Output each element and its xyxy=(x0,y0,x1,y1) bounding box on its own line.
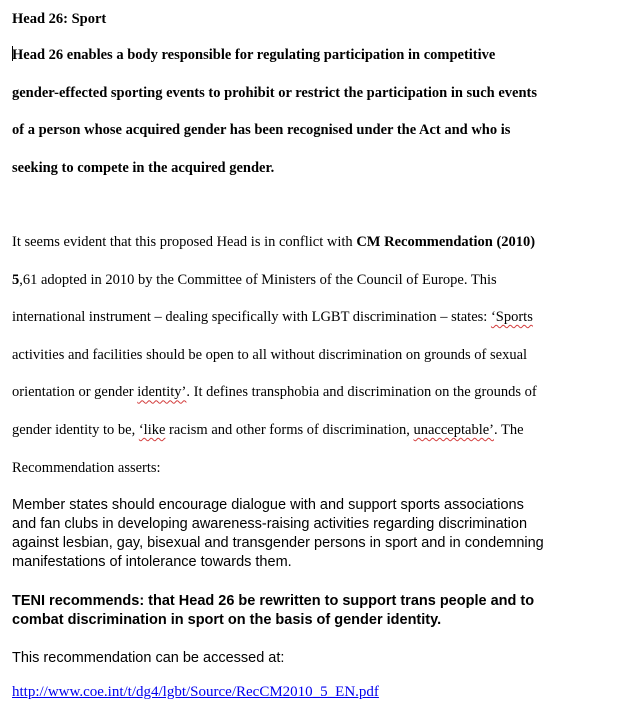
intro-line xyxy=(12,37,537,75)
body-text: international instrument – dealing specifically with LGBT discrimination – states: xyxy=(12,309,491,326)
intro-first-letter: H xyxy=(12,47,24,63)
quote-line: and fan clubs in developing awareness-raising activities regarding discrimination xyxy=(12,516,528,532)
body-paragraph xyxy=(12,224,537,487)
spellcheck-word: ‘Sports xyxy=(490,309,533,326)
intro-line: of a person whose acquired gender has been recognised under the Act and who is xyxy=(12,122,511,139)
quote-line: against lesbian, gay, bisexual and transgender persons in sport and in condemning xyxy=(12,535,544,551)
recommend-line: combat discrimination in sport on the basis of gender identity. xyxy=(12,612,442,628)
body-line: Recommendation asserts: xyxy=(12,459,161,476)
teni-recommendation xyxy=(12,592,534,630)
quoted-recommendation xyxy=(12,496,544,572)
intro-paragraph xyxy=(12,37,537,187)
spellcheck-word: identity’ xyxy=(137,384,187,401)
intro-line: seeking to compete in the acquired gender. xyxy=(12,159,275,176)
body-text: It seems evident that this proposed Head is in conflict with xyxy=(12,234,357,250)
body-text: gender identity to be, xyxy=(12,421,139,438)
body-text: ,61 adopted in 2010 by the Committee of Ministers of the Council of Europe. This xyxy=(19,271,497,288)
spellcheck-word: ‘like xyxy=(138,421,166,438)
quote-line: Member states should encourage dialogue with and support sports associations xyxy=(12,497,524,513)
intro-line: gender-effected sporting events to prohibit or restrict the participation in such events xyxy=(12,84,538,101)
cm-recommendation-ref: CM Recommendation (2010) xyxy=(356,234,536,250)
quote-line: manifestations of intolerance towards them. xyxy=(12,554,292,570)
spellcheck-word: unacceptable’ xyxy=(413,421,494,438)
section-heading: Head 26: Sport xyxy=(12,11,107,27)
cm-recommendation-number: 5 xyxy=(12,271,20,288)
body-text: . The xyxy=(494,421,524,438)
body-line xyxy=(12,374,537,412)
body-text: orientation or gender xyxy=(12,384,138,401)
access-note: This recommendation can be accessed at: xyxy=(12,650,285,666)
recommendation-link[interactable]: http://www.coe.int/t/dg4/lgbt/Source/RecCM2010_5_EN.pdf xyxy=(12,684,379,700)
body-text: . It defines transphobia and discrimination on the grounds of xyxy=(186,384,537,401)
body-line xyxy=(12,224,537,262)
intro-line-text: ead 26 enables a body responsible for regulating participation in competitive xyxy=(23,47,496,63)
body-line xyxy=(12,412,537,450)
body-line: activities and facilities should be open to all without discrimination on grounds of sexual xyxy=(12,346,528,363)
recommend-line: TENI recommends: that Head 26 be rewritten to support trans people and to xyxy=(12,593,535,609)
body-line xyxy=(12,299,537,337)
body-text: racism and other forms of discrimination, xyxy=(165,421,414,438)
body-line xyxy=(12,262,537,300)
